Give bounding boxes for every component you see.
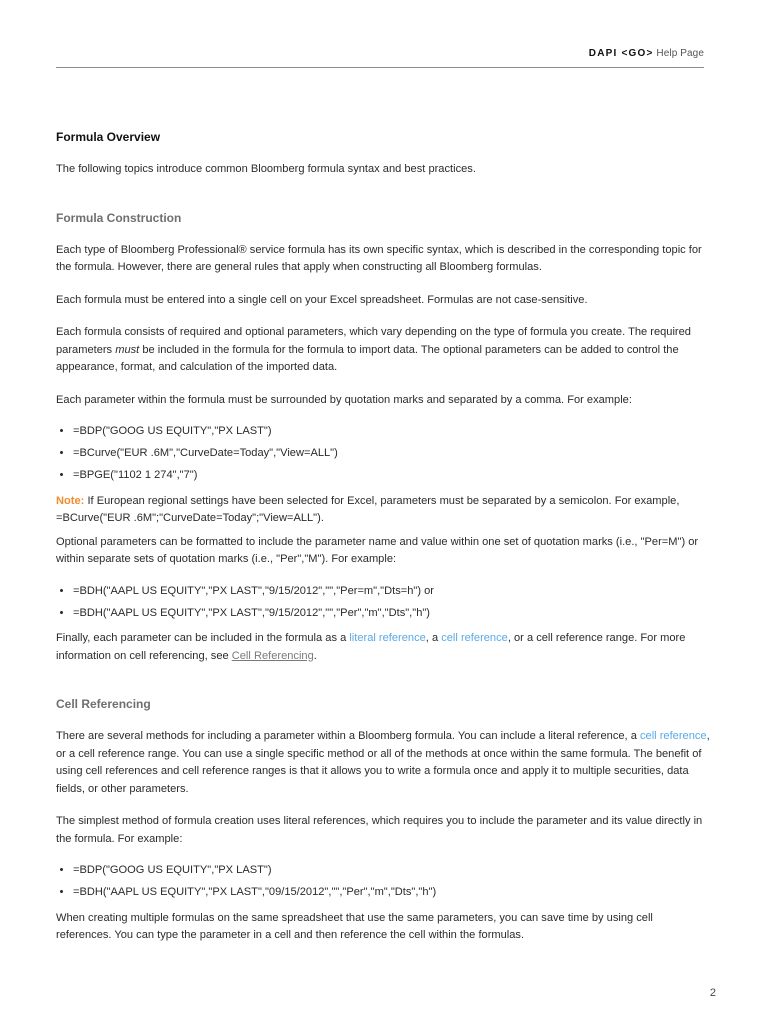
list-item: • =BDP("GOOG US EQUITY","PX LAST") — [73, 423, 711, 441]
construction-paragraph-3 — [56, 324, 711, 377]
construction-paragraph-5: Optional parameters can be formatted to include the parameter name and value within one set of quotation marks (i.e., "Per=M") or within separate sets of quotation marks (i.e., "Per","M"). For example: — [56, 535, 699, 565]
text-run: be included in the formula for the formula to import data. The optional parameters can be added to control the appearance, format, and calculation of the imported data. — [56, 343, 679, 373]
header-help-label: Help Page — [653, 48, 704, 59]
header-brand: DAPI <GO> — [588, 48, 654, 59]
text-run: , or a cell reference range. You can use a single specific method or all of the methods at once within the same formula. The benefit of using cell references and cell reference ranges is that it allows you to write a formula once and apply it to multiple securities, data fields, or other parameters. — [56, 730, 710, 795]
example-list-2 — [56, 583, 711, 623]
note-paragraph — [56, 493, 711, 528]
page-number: 2 — [709, 987, 716, 999]
list-item: • =BDP("GOOG US EQUITY","PX LAST") — [73, 862, 711, 880]
referencing-paragraph-3: When creating multiple formulas on the same spreadsheet that use the same parameters, you can save time by using cell references. You can type the parameter in a cell and then reference the cell within the formulas. — [56, 911, 653, 941]
overview-intro: The following topics introduce common Bloomberg formula syntax and best practices. — [56, 163, 476, 175]
list-item: • =BDH("AAPL US EQUITY","PX LAST","9/15/2012","","Per=m","Dts=h") or — [73, 583, 711, 601]
text-run: Each formula consists of required and optional parameters, which vary depending on the type of formula you create. The required parameters — [56, 326, 691, 356]
section-title-cell-referencing: Cell Referencing — [56, 697, 151, 711]
construction-paragraph-2: Each formula must be entered into a single cell on your Excel spreadsheet. Formulas are not case-sensitive. — [56, 293, 588, 306]
referencing-paragraph-2: The simplest method of formula creation uses literal references, which requires you to include the parameter and its value directly in the formula. For example: — [56, 815, 703, 845]
referencing-paragraph-1 — [56, 728, 711, 798]
construction-paragraph-1: Each type of Bloomberg Professional® service formula has its own specific syntax, which is described in the corresponding topic for the formula. However, there are general rules that apply when constructing all Bloomberg formulas. — [56, 243, 702, 273]
list-item: • =BCurve("EUR .6M","CurveDate=Today","View=ALL") — [73, 445, 711, 463]
cell-reference-link[interactable]: cell reference — [441, 632, 508, 644]
construction-paragraph-6 — [56, 630, 711, 665]
construction-paragraph-4: Each parameter within the formula must be surrounded by quotation marks and separated by a comma. For example: — [56, 393, 632, 406]
cell-referencing-link[interactable]: Cell Referencing — [231, 649, 314, 662]
section-title-formula-construction: Formula Construction — [56, 210, 182, 225]
text-run: There are several methods for including a parameter within a Bloomberg formula. You can include a literal reference, a — [56, 730, 640, 742]
literal-reference-link[interactable]: literal reference — [349, 632, 426, 644]
example-list-3 — [56, 862, 711, 902]
list-item: • =BPGE("1102 1 274","7") — [73, 467, 711, 485]
list-item: • =BDH("AAPL US EQUITY","PX LAST","9/15/2012","","Per","m","Dts","h") — [73, 605, 711, 623]
text-run: . — [313, 649, 317, 662]
list-item: • =BDH("AAPL US EQUITY","PX LAST","09/15/2012","","Per","m","Dts","h") — [73, 884, 711, 902]
note-text: If European regional settings have been selected for Excel, parameters must be separated by a semicolon. For example, =BCurve("EUR .6M";"CurveDate=Today";"View=ALL"). — [56, 494, 680, 524]
page-header — [56, 47, 704, 68]
document-body — [56, 129, 711, 945]
cell-reference-link[interactable]: cell reference — [639, 730, 707, 742]
emphasis-text: must — [115, 343, 140, 356]
text-run: , or a cell reference range. For more information on cell referencing, see — [56, 632, 686, 662]
note-label: Note: — [56, 494, 85, 507]
text-run: , a — [425, 632, 442, 644]
section-title-formula-overview: Formula Overview — [56, 130, 161, 144]
text-run: Finally, each parameter can be included in the formula as a — [56, 632, 350, 644]
example-list-1 — [56, 423, 711, 485]
